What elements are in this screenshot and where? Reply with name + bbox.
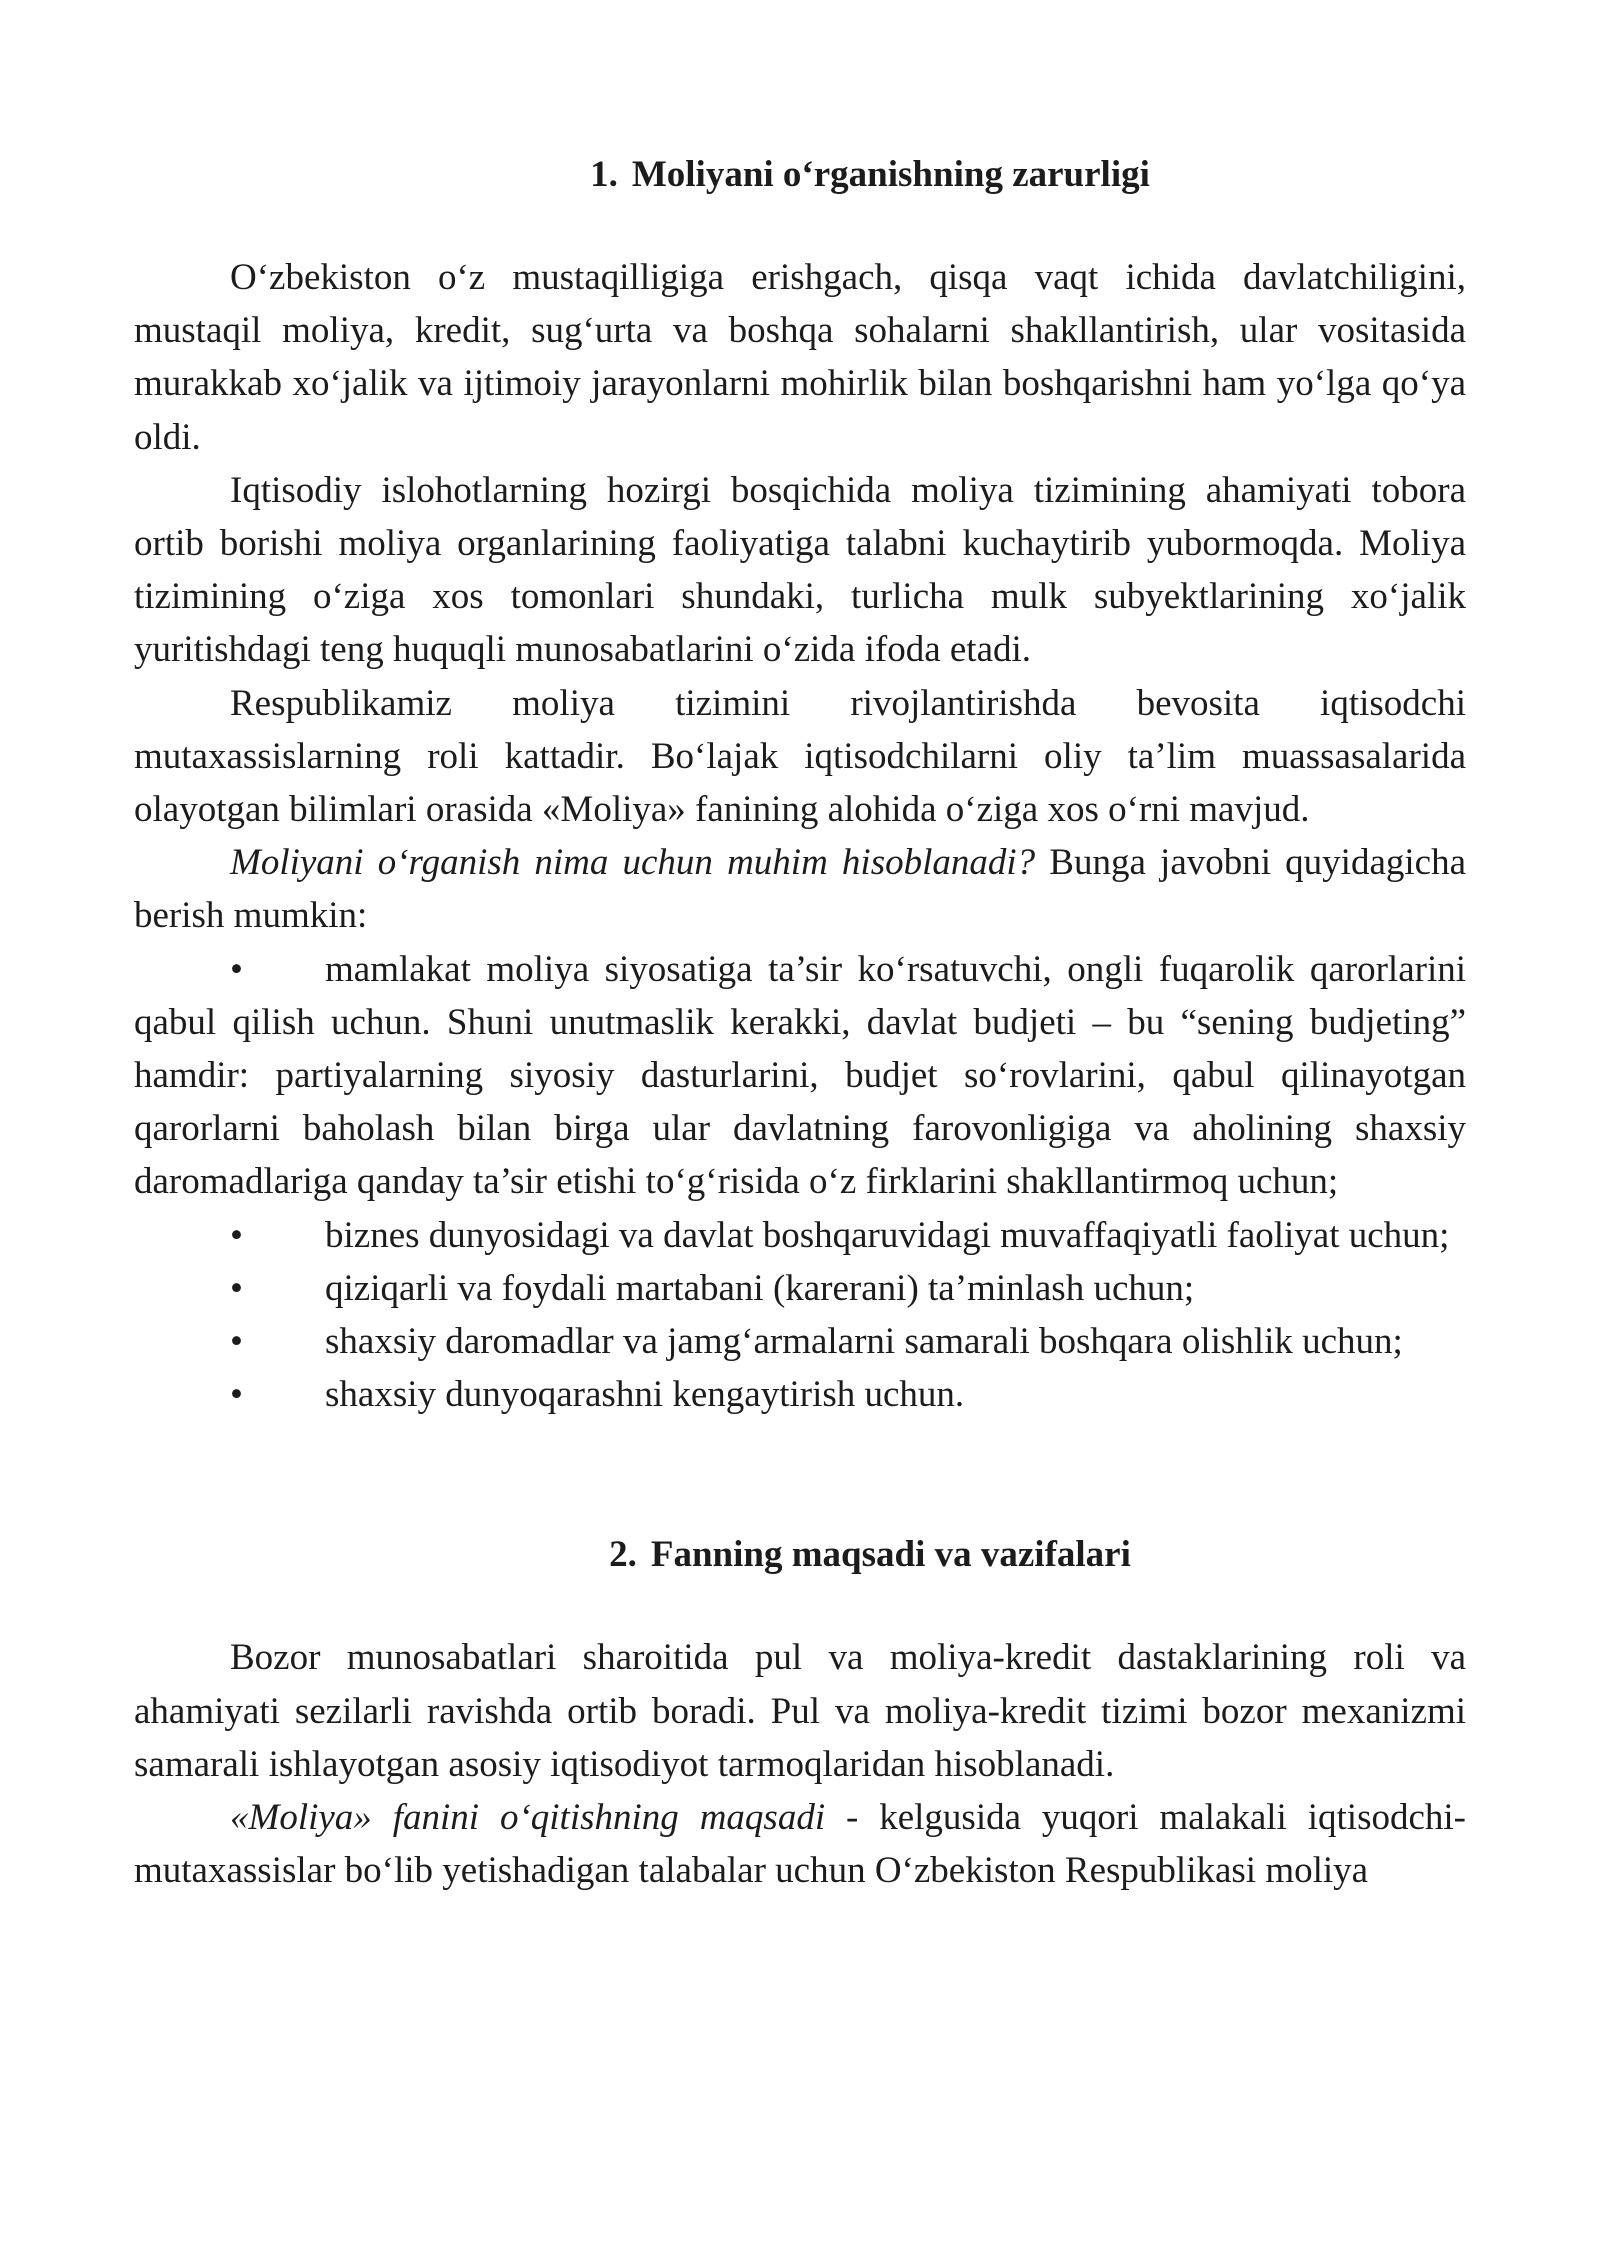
bullet-text: shaxsiy dunyoqarashni kengaytirish uchun. [325, 1374, 965, 1416]
section-2-title: Fanning maqsadi va vazifalari [650, 1534, 1131, 1576]
section-2-heading [134, 1528, 1466, 1581]
bullet-text: biznes dunyosidagi va davlat boshqaruvidagi muvaffaqiyatli faoliyat uchun; [325, 1214, 1450, 1256]
bullet-mark: • [230, 1214, 243, 1256]
document-page [134, 148, 1466, 1897]
bullet-item [134, 1262, 1466, 1315]
bullet-text: qiziqarli va foydali martabani (karerani) ta’minlash uchun; [325, 1267, 1195, 1309]
bullet-text: shaxsiy daromadlar va jamg‘armalarni samarali boshqara olishlik uchun; [325, 1321, 1403, 1363]
bullet-mark: • [230, 1321, 243, 1363]
question-answer-intro: Bunga javobni quyidagicha berish mumkin: [134, 842, 1466, 937]
section-2-paragraph-1: Bozor munosabatlari sharoitida pul va moliya-kredit dastaklarining roli va ahamiyati sezilarli ravishda ortib boradi. Pul va moliya-kredit tizimi bozor mexanizmi samarali ishlayotgan asosiy iqtisodiyot tarmoqlaridan hisoblanadi. [134, 1637, 1466, 1785]
section-1-heading [134, 148, 1466, 201]
bullet-item [134, 1209, 1466, 1262]
goal-italic: «Moliya» fanini o‘qitishning maqsadi [230, 1797, 826, 1839]
section-2-number: 2. [609, 1534, 637, 1576]
section-2-paragraph-2 [134, 1791, 1466, 1897]
section-1-paragraph-4 [134, 836, 1466, 942]
bullet-text: mamlakat moliya siyosatiga ta’sir ko‘rsatuvchi, ongli fuqarolik qarorlarini qabul qilish uchun. Shuni unutmaslik kerakki, davlat budjeti – bu “sening budjeting” hamdir: partiyalarning siyosiy dasturlarini, budjet so‘rovlarini, qabul qilinayotgan qarorlarni baholash bilan birga ular davlatning farovonligiga va aholining shaxsiy daromadlariga qanday ta’sir etishi to‘g‘risida o‘z firklarini shakllantirmoq uchun; [134, 948, 1466, 1203]
question-italic: Moliyani o‘rganish nima uchun muhim hisoblanadi? [230, 842, 1036, 884]
bullet-item [134, 1368, 1466, 1421]
bullet-mark: • [230, 1374, 243, 1416]
bullet-mark: • [230, 948, 243, 990]
bullet-item [134, 1315, 1466, 1368]
section-1-paragraph-1: O‘zbekiston o‘z mustaqilligiga erishgach, qisqa vaqt ichida davlatchiligini, mustaqil moliya, kredit, sug‘urta va boshqa sohalarni shakllantirish, ular vositasida murakkab xo‘jalik va ijtimoiy jarayonlarni mohirlik bilan boshqarishni ham yo‘lga qo‘ya oldi. [134, 257, 1466, 458]
bullet-item [134, 943, 1466, 1209]
section-1-number: 1. [590, 154, 618, 195]
section-1-paragraph-3: Respublikamiz moliya tizimini rivojlantirishda bevosita iqtisodchi mutaxassislarning roli kattadir. Bo‘lajak iqtisodchilarni oliy ta’lim muassasalarida olayotgan bilimlari orasida «Moliya» fanining alohida o‘ziga xos o‘rni mavjud. [134, 682, 1466, 831]
section-1-title: Moliyani o‘rganishning zarurligi [631, 154, 1150, 195]
goal-text: - kelgusida yuqori malakali iqtisodchi-mutaxassislar bo‘lib yetishadigan talabalar uchun O‘zbekiston Respublikasi moliya [134, 1797, 1466, 1892]
section-1-paragraph-2: Iqtisodiy islohotlarning hozirgi bosqichida moliya tizimining ahamiyati tobora ortib borishi moliya organlarining faoliyatiga talabni kuchaytirib yubormoqda. Moliya tizimining o‘ziga xos tomonlari shundaki, turlicha mulk subyektlarining xo‘jalik yuritishdagi teng huquqli munosabatlarini o‘zida ifoda etadi. [134, 469, 1466, 671]
bullet-mark: • [230, 1267, 243, 1309]
